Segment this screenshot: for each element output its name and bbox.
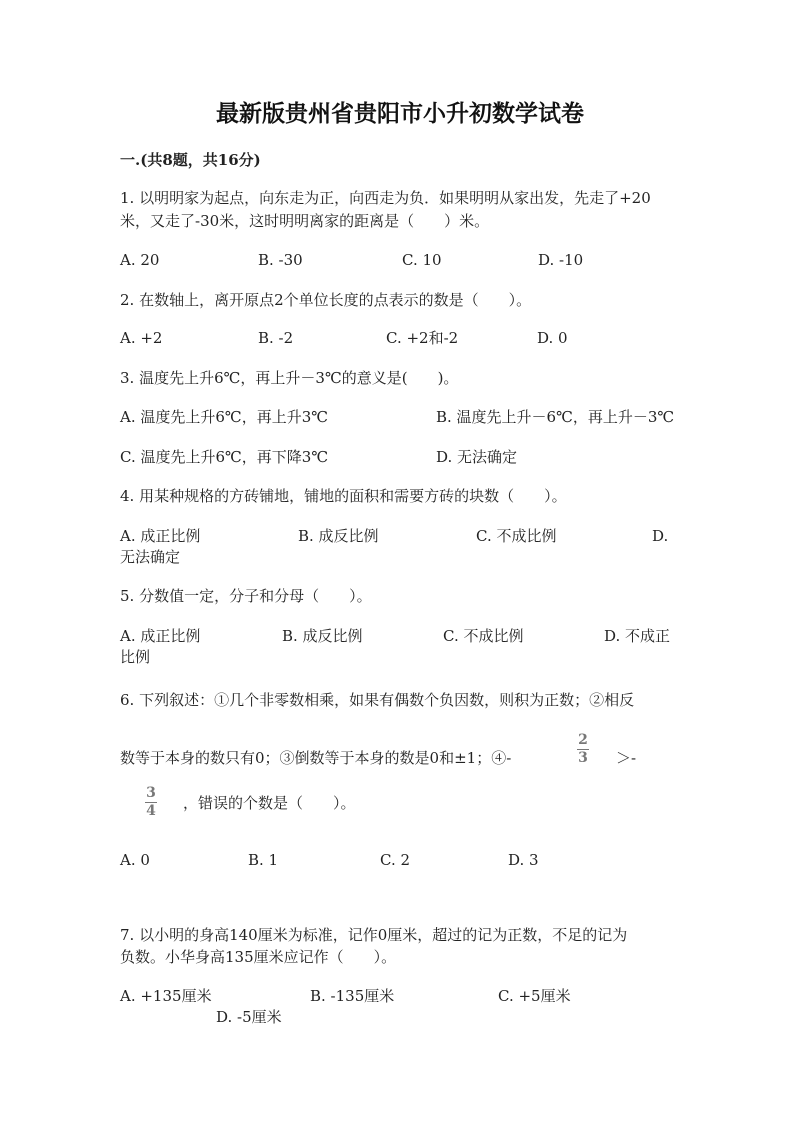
question-7-option-d[interactable]: D. -5厘米 — [216, 1008, 282, 1026]
question-1-option-c[interactable]: C. 10 — [402, 251, 442, 269]
question-1-stem-line-1: 1. 以明明家为起点，向东走为正，向西走为负．如果明明从家出发，先走了+20 — [120, 189, 651, 207]
fraction-two-thirds — [575, 732, 591, 767]
question-2-option-a[interactable]: A. +2 — [120, 329, 163, 347]
question-5-stem: 5. 分数值一定，分子和分母（ ）。 — [120, 587, 372, 605]
question-5-option-c[interactable]: C. 不成比例 — [443, 627, 524, 645]
question-6-option-a[interactable]: A. 0 — [120, 851, 150, 869]
question-7-option-b[interactable]: B. -135厘米 — [310, 987, 395, 1005]
fraction-numerator: 2 — [578, 732, 588, 748]
question-5-option-b[interactable]: B. 成反比例 — [282, 627, 363, 645]
question-6-option-b[interactable]: B. 1 — [248, 851, 279, 869]
section-header: 一.(共8题，共16分) — [120, 151, 261, 169]
question-6-stem-line-2: 数等于本身的数只有0；③倒数等于本身的数是0和±1；④- — [120, 749, 512, 767]
question-6-option-c[interactable]: C. 2 — [380, 851, 411, 869]
question-6-option-d[interactable]: D. 3 — [508, 851, 539, 869]
question-1-option-b[interactable]: B. -30 — [258, 251, 303, 269]
question-1-option-d[interactable]: D. -10 — [538, 251, 584, 269]
question-1-stem-line-2: 米，又走了-30米，这时明明离家的距离是（ ）米。 — [120, 212, 490, 230]
question-5-option-d-continued[interactable]: 比例 — [120, 648, 151, 666]
question-7-option-a[interactable]: A. +135厘米 — [120, 987, 212, 1005]
question-7-option-c[interactable]: C. +5厘米 — [498, 987, 571, 1005]
question-2-option-d[interactable]: D. 0 — [537, 329, 568, 347]
question-4-option-c[interactable]: C. 不成比例 — [476, 527, 557, 545]
question-2-stem: 2. 在数轴上，离开原点2个单位长度的点表示的数是（ ）。 — [120, 291, 532, 309]
fraction-numerator: 3 — [146, 785, 156, 801]
question-7-stem-line-1: 7. 以小明的身高140厘米为标准，记作0厘米，超过的记为正数，不足的记为 — [120, 926, 628, 944]
question-4-option-d[interactable]: D. — [652, 527, 669, 545]
question-2-option-b[interactable]: B. -2 — [258, 329, 294, 347]
fraction-three-quarters — [143, 785, 159, 820]
fraction-denominator: 3 — [578, 750, 588, 766]
question-1-option-a[interactable]: A. 20 — [120, 251, 160, 269]
question-2-option-c[interactable]: C. +2和-2 — [386, 329, 459, 347]
question-4-option-b[interactable]: B. 成反比例 — [298, 527, 379, 545]
question-5-option-a[interactable]: A. 成正比例 — [120, 627, 201, 645]
question-4-option-d-continued[interactable]: 无法确定 — [120, 548, 181, 566]
question-5-option-d[interactable]: D. 不成正 — [604, 627, 671, 645]
question-3-option-a[interactable]: A. 温度先上升6℃，再上升3℃ — [120, 408, 329, 426]
question-4-option-a[interactable]: A. 成正比例 — [120, 527, 201, 545]
fraction-denominator: 4 — [146, 803, 156, 819]
question-4-stem: 4. 用某种规格的方砖铺地，铺地的面积和需要方砖的块数（ ）。 — [120, 487, 567, 505]
question-3-option-c[interactable]: C. 温度先上升6℃，再下降3℃ — [120, 448, 329, 466]
question-7-stem-line-2: 负数。小华身高135厘米应记作（ ）。 — [120, 948, 397, 966]
question-3-option-d[interactable]: D. 无法确定 — [436, 448, 518, 466]
question-6-comparison: ＞- — [616, 749, 637, 767]
question-3-stem: 3. 温度先上升6℃，再上升－3℃的意义是( )。 — [120, 369, 459, 387]
question-6-stem-line-1: 6. 下列叙述：①几个非零数相乘，如果有偶数个负因数，则积为正数；②相反 — [120, 691, 635, 709]
question-6-stem-line-3: ，错误的个数是（ ）。 — [183, 794, 356, 812]
page-title: 最新版贵州省贵阳市小升初数学试卷 — [216, 100, 584, 127]
question-3-option-b[interactable]: B. 温度先上升－6℃，再上升－3℃ — [436, 408, 675, 426]
